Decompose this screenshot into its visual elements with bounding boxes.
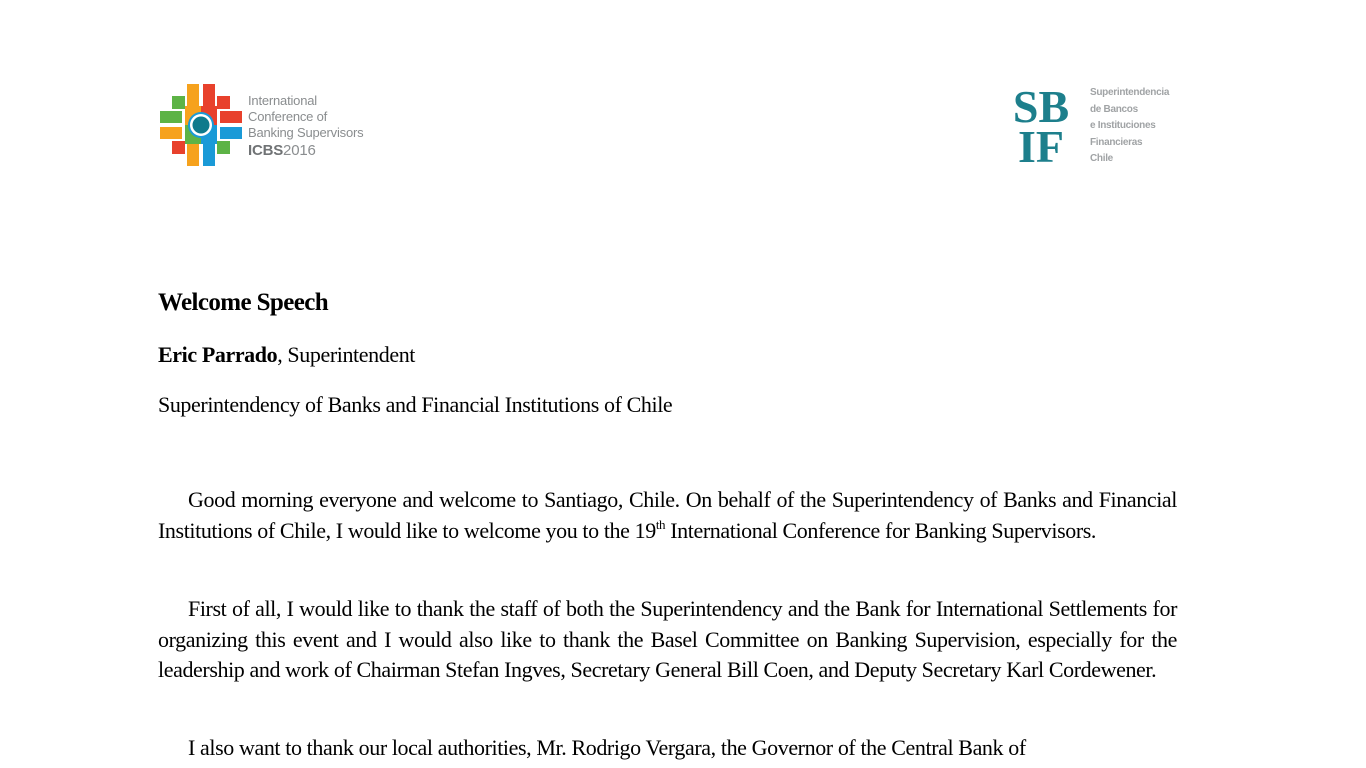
sbif-text-line: e Instituciones xyxy=(1090,120,1156,131)
sbif-mark-bottom: IF xyxy=(1018,121,1064,164)
sbif-text-line: Superintendencia xyxy=(1090,87,1170,98)
document-title: Welcome Speech xyxy=(158,289,329,316)
icbs-text-line: Banking Supervisors xyxy=(248,125,364,140)
sbif-text-line: Financieras xyxy=(1090,136,1143,148)
paragraph-thanks: First of all, I would like to thank the staff of both the Superintendency and the Bank for International Settlements for organizing this event and I would also like to thank the Basel Committee on Banking Supervision, especially for the leadership and work of Chairman Stefan Ingves, Secretary General Bill Coen, and Deputy Secretary Karl Cordewener. xyxy=(158,596,1177,682)
paragraph-text: Good morning everyone and welcome to Santiago, Chile. On behalf of the Superintendency of Banks and Financial Institutions of Chile, I would like to welcome you to the 19 xyxy=(158,487,1177,543)
icbs-text-line: International xyxy=(248,93,317,108)
author-role: , Superintendent xyxy=(277,342,416,367)
institution-line: Superintendency of Banks and Financial Institutions of Chile xyxy=(158,392,673,417)
sbif-text-line: de Bancos xyxy=(1090,103,1138,115)
icbs-text-line: Conference of xyxy=(248,109,328,124)
icbs-year-line xyxy=(248,142,363,160)
icbs-logo xyxy=(160,84,400,166)
icbs-logo-text xyxy=(248,93,363,160)
icbs-year: 2016 xyxy=(283,142,316,159)
icbs-acronym: ICBS xyxy=(248,142,284,159)
sbif-logo-text xyxy=(1090,85,1169,168)
author-name: Eric Parrado xyxy=(158,342,278,367)
paragraph-authorities: I also want to thank our local authorities, Mr. Rodrigo Vergara, the Governor of the Central Bank of xyxy=(188,735,1026,760)
author-line xyxy=(158,342,415,368)
sbif-logo xyxy=(1004,84,1184,166)
paragraph-text: International Conference for Banking Supervisors. xyxy=(665,517,1097,543)
icbs-cross-icon xyxy=(160,84,242,166)
sbif-mark-top: SB xyxy=(1012,84,1070,132)
sbif-text-line: Chile xyxy=(1090,153,1113,164)
sbif-monogram-icon xyxy=(1004,84,1078,164)
paragraph-welcome xyxy=(158,485,1177,546)
ordinal-suffix: th xyxy=(655,516,666,532)
